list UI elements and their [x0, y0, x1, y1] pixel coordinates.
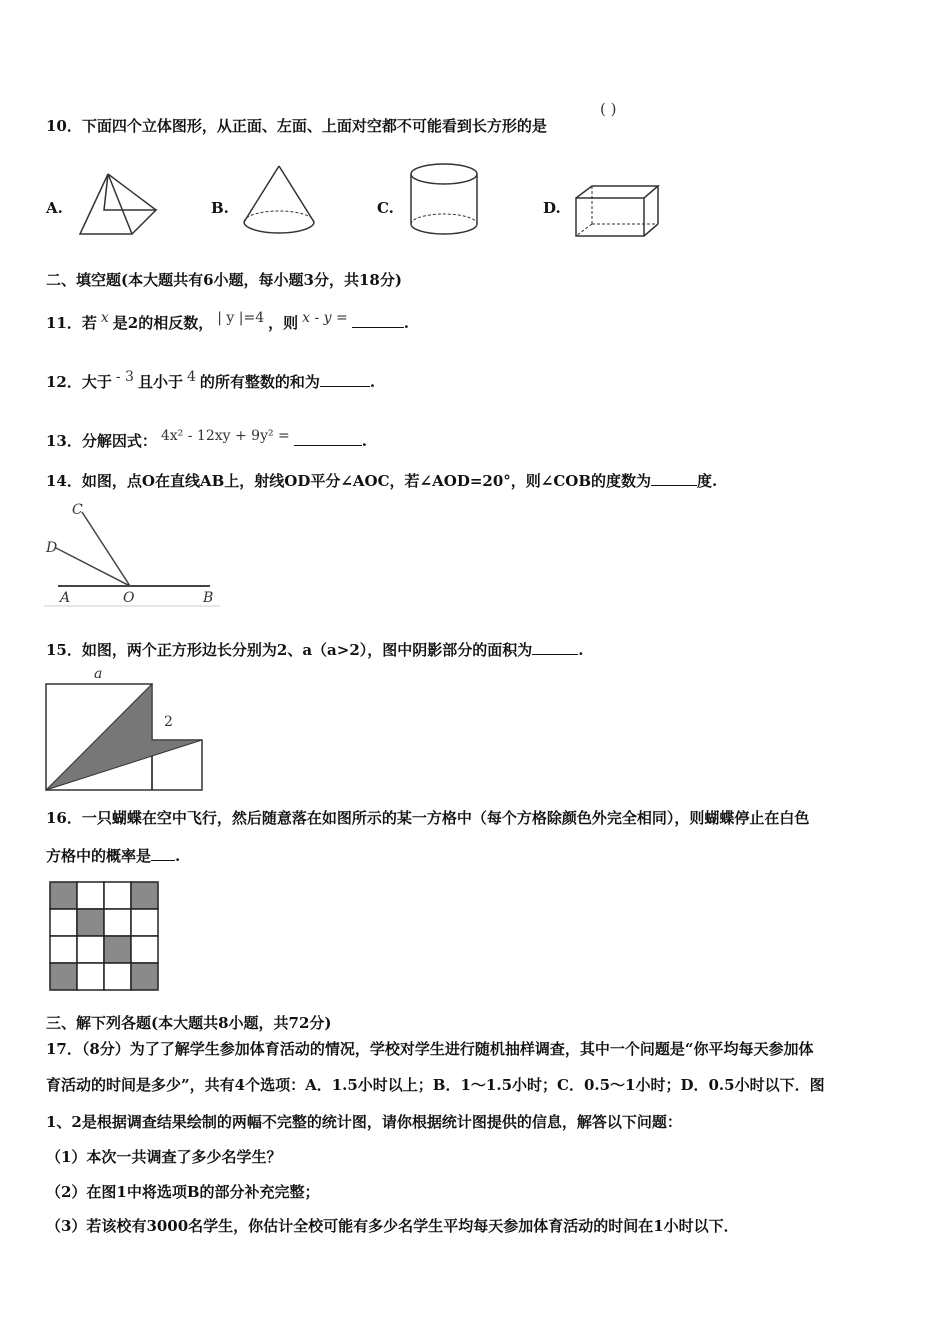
q12-end: . [369, 373, 376, 391]
q15-text: 15．如图，两个正方形边长分别为2、a（a>2），图中阴影部分的面积为 [46, 641, 533, 659]
q14-end: 度. [697, 472, 718, 490]
q10-answer-paren: ( ) [600, 100, 617, 118]
q17-sub3: （3）若该校有3000名学生，你估计全校可能有多少名学生平均每天参加体育活动的时间在1小时以下． [46, 1217, 739, 1235]
q11-abs-y: | y |=4 [217, 310, 265, 326]
cone-figure [240, 162, 318, 238]
grid-cell-white [50, 936, 77, 963]
q12-four: 4 [186, 369, 196, 385]
option-a-label: A. [46, 199, 63, 217]
grid-cell-white [50, 909, 77, 936]
q11-prefix: 11．若 [46, 314, 97, 332]
q12-suffix: 的所有整数的和为 [199, 373, 320, 391]
q17-sub1: （1）本次一共调查了多少名学生？ [46, 1148, 282, 1166]
pyramid-figure [76, 170, 160, 240]
label-side-2: 2 [164, 714, 173, 730]
q13-expr: 4x² - 12xy + 9y² = [160, 428, 290, 444]
q12-line [46, 367, 375, 392]
q12-answer-blank [320, 386, 370, 387]
q12-prefix: 12．大于 [46, 373, 112, 391]
label-d: D [46, 540, 58, 556]
grid-cell-white [104, 882, 131, 909]
grid-cell-white [77, 963, 104, 990]
cylinder-figure [406, 160, 482, 240]
grid-cell-shaded [77, 909, 104, 936]
q16-line1: 16．一只蝴蝶在空中飞行，然后随意落在如图所示的某一方格中（每个方格除颜色外完全相同），则蝴蝶停止在白色 [46, 809, 810, 827]
q14-text: 14．如图，点O在直线AB上，射线OD平分∠AOC，若∠AOD=20°，则∠COB的度数为 [46, 472, 652, 490]
cuboid-figure [572, 182, 662, 240]
label-side-a: a [94, 666, 103, 682]
grid-cell-white [131, 909, 158, 936]
grid-cell-white [104, 909, 131, 936]
grid-cell-shaded [131, 963, 158, 990]
q11-var-x: x [100, 310, 109, 326]
q14-answer-blank [651, 485, 697, 486]
q17-line1: 17．（8分）为了了解学生参加体育活动的情况，学校对学生进行随机抽样调查，其中一个问题是“你平均每天参加体 [46, 1040, 814, 1058]
squares-figure [44, 664, 206, 792]
q13-answer-blank [294, 445, 362, 446]
grid-cell-shaded [50, 882, 77, 909]
q11-end: . [403, 314, 409, 332]
q13-prefix: 13．分解因式： [46, 432, 157, 450]
grid-cell-white [77, 882, 104, 909]
section2-title: 二、填空题(本大题共有6小题，每小题3分，共18分) [46, 271, 402, 289]
probability-grid [48, 880, 162, 994]
q16-line2-text: 方格中的概率是 [46, 847, 152, 865]
label-b: B [203, 590, 214, 606]
grid-cell-shaded [131, 882, 158, 909]
label-a: A [60, 590, 71, 606]
q15-line [46, 640, 584, 660]
label-o: O [123, 590, 135, 606]
q13-end: . [361, 432, 368, 450]
q16-answer-blank [151, 860, 175, 861]
q11-line [46, 308, 409, 333]
q11-mid: 是2的相反数， [112, 314, 214, 332]
option-d-label: D. [543, 199, 561, 217]
q13-line [46, 426, 367, 451]
q16-end: . [175, 847, 181, 865]
q17-line3: 1、2是根据调查结果绘制的两幅不完整的统计图，请你根据统计图提供的信息，解答以下问题： [46, 1113, 682, 1131]
q10-text: 10．下面四个立体图形，从正面、左面、上面对空都不可能看到长方形的是 [46, 117, 547, 135]
q17-sub2: （2）在图1中将选项B的部分补充完整； [46, 1183, 320, 1201]
q11-answer-blank [352, 327, 404, 328]
q12-mid: 且小于 [137, 373, 183, 391]
q11-expr: x - y = [302, 310, 348, 326]
grid-cell-white [131, 936, 158, 963]
angle-figure [44, 500, 220, 608]
q10-stem [46, 116, 547, 136]
label-c: C [72, 502, 83, 518]
section3-title: 三、解下列各题(本大题共8小题，共72分) [46, 1014, 332, 1032]
q14-line [46, 471, 717, 491]
grid-cell-white [77, 936, 104, 963]
q11-then: ，则 [268, 314, 299, 332]
option-c-label: C. [377, 199, 394, 217]
grid-cell-shaded [50, 963, 77, 990]
grid-cell-white [104, 963, 131, 990]
q17-line2: 育活动的时间是多少”，共有4个选项：A．1.5小时以上；B．1～1.5小时；C．0.5～1小时；D．0.5小时以下．图 [46, 1076, 825, 1094]
q12-neg3: - 3 [115, 369, 134, 385]
grid-cell-shaded [104, 936, 131, 963]
q15-answer-blank [532, 654, 578, 655]
option-b-label: B. [211, 199, 229, 217]
q15-end: . [578, 641, 584, 659]
q16-line2 [46, 846, 180, 866]
